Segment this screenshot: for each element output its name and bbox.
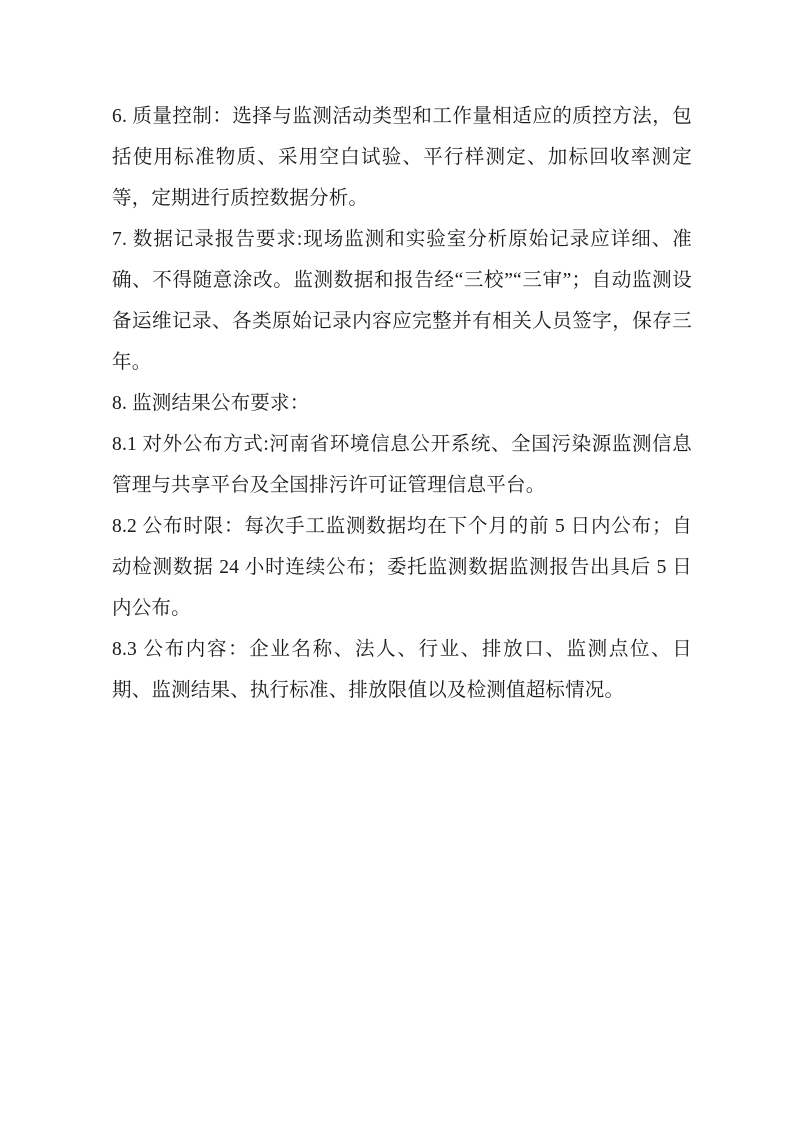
document-body: [112, 96, 692, 711]
paragraph-item-6: 6. 质量控制：选择与监测活动类型和工作量相适应的质控方法，包括使用标准物质、采用空白试验、平行样测定、加标回收率测定等，定期进行质控数据分析。: [112, 106, 692, 209]
paragraph-item-8-1: 8.1 对外公布方式:河南省环境信息公开系统、全国污染源监测信息管理与共享平台及全国排污许可证管理信息平台。: [112, 434, 692, 496]
paragraph-item-7: 7. 数据记录报告要求:现场监测和实验室分析原始记录应详细、准确、不得随意涂改。监测数据和报告经“三校”“三审”；自动监测设备运维记录、各类原始记录内容应完整并有相关人员签字，保存三年。: [112, 229, 692, 373]
paragraph-item-8: 8. 监测结果公布要求：: [112, 393, 310, 414]
paragraph-item-8-2: 8.2 公布时限：每次手工监测数据均在下个月的前 5 日内公布；自动检测数据 24 小时连续公布；委托监测数据监测报告出具后 5 日内公布。: [112, 516, 692, 619]
paragraph-item-8-3: 8.3 公布内容：企业名称、法人、行业、排放口、监测点位、日期、监测结果、执行标准、排放限值以及检测值超标情况。: [112, 639, 692, 701]
